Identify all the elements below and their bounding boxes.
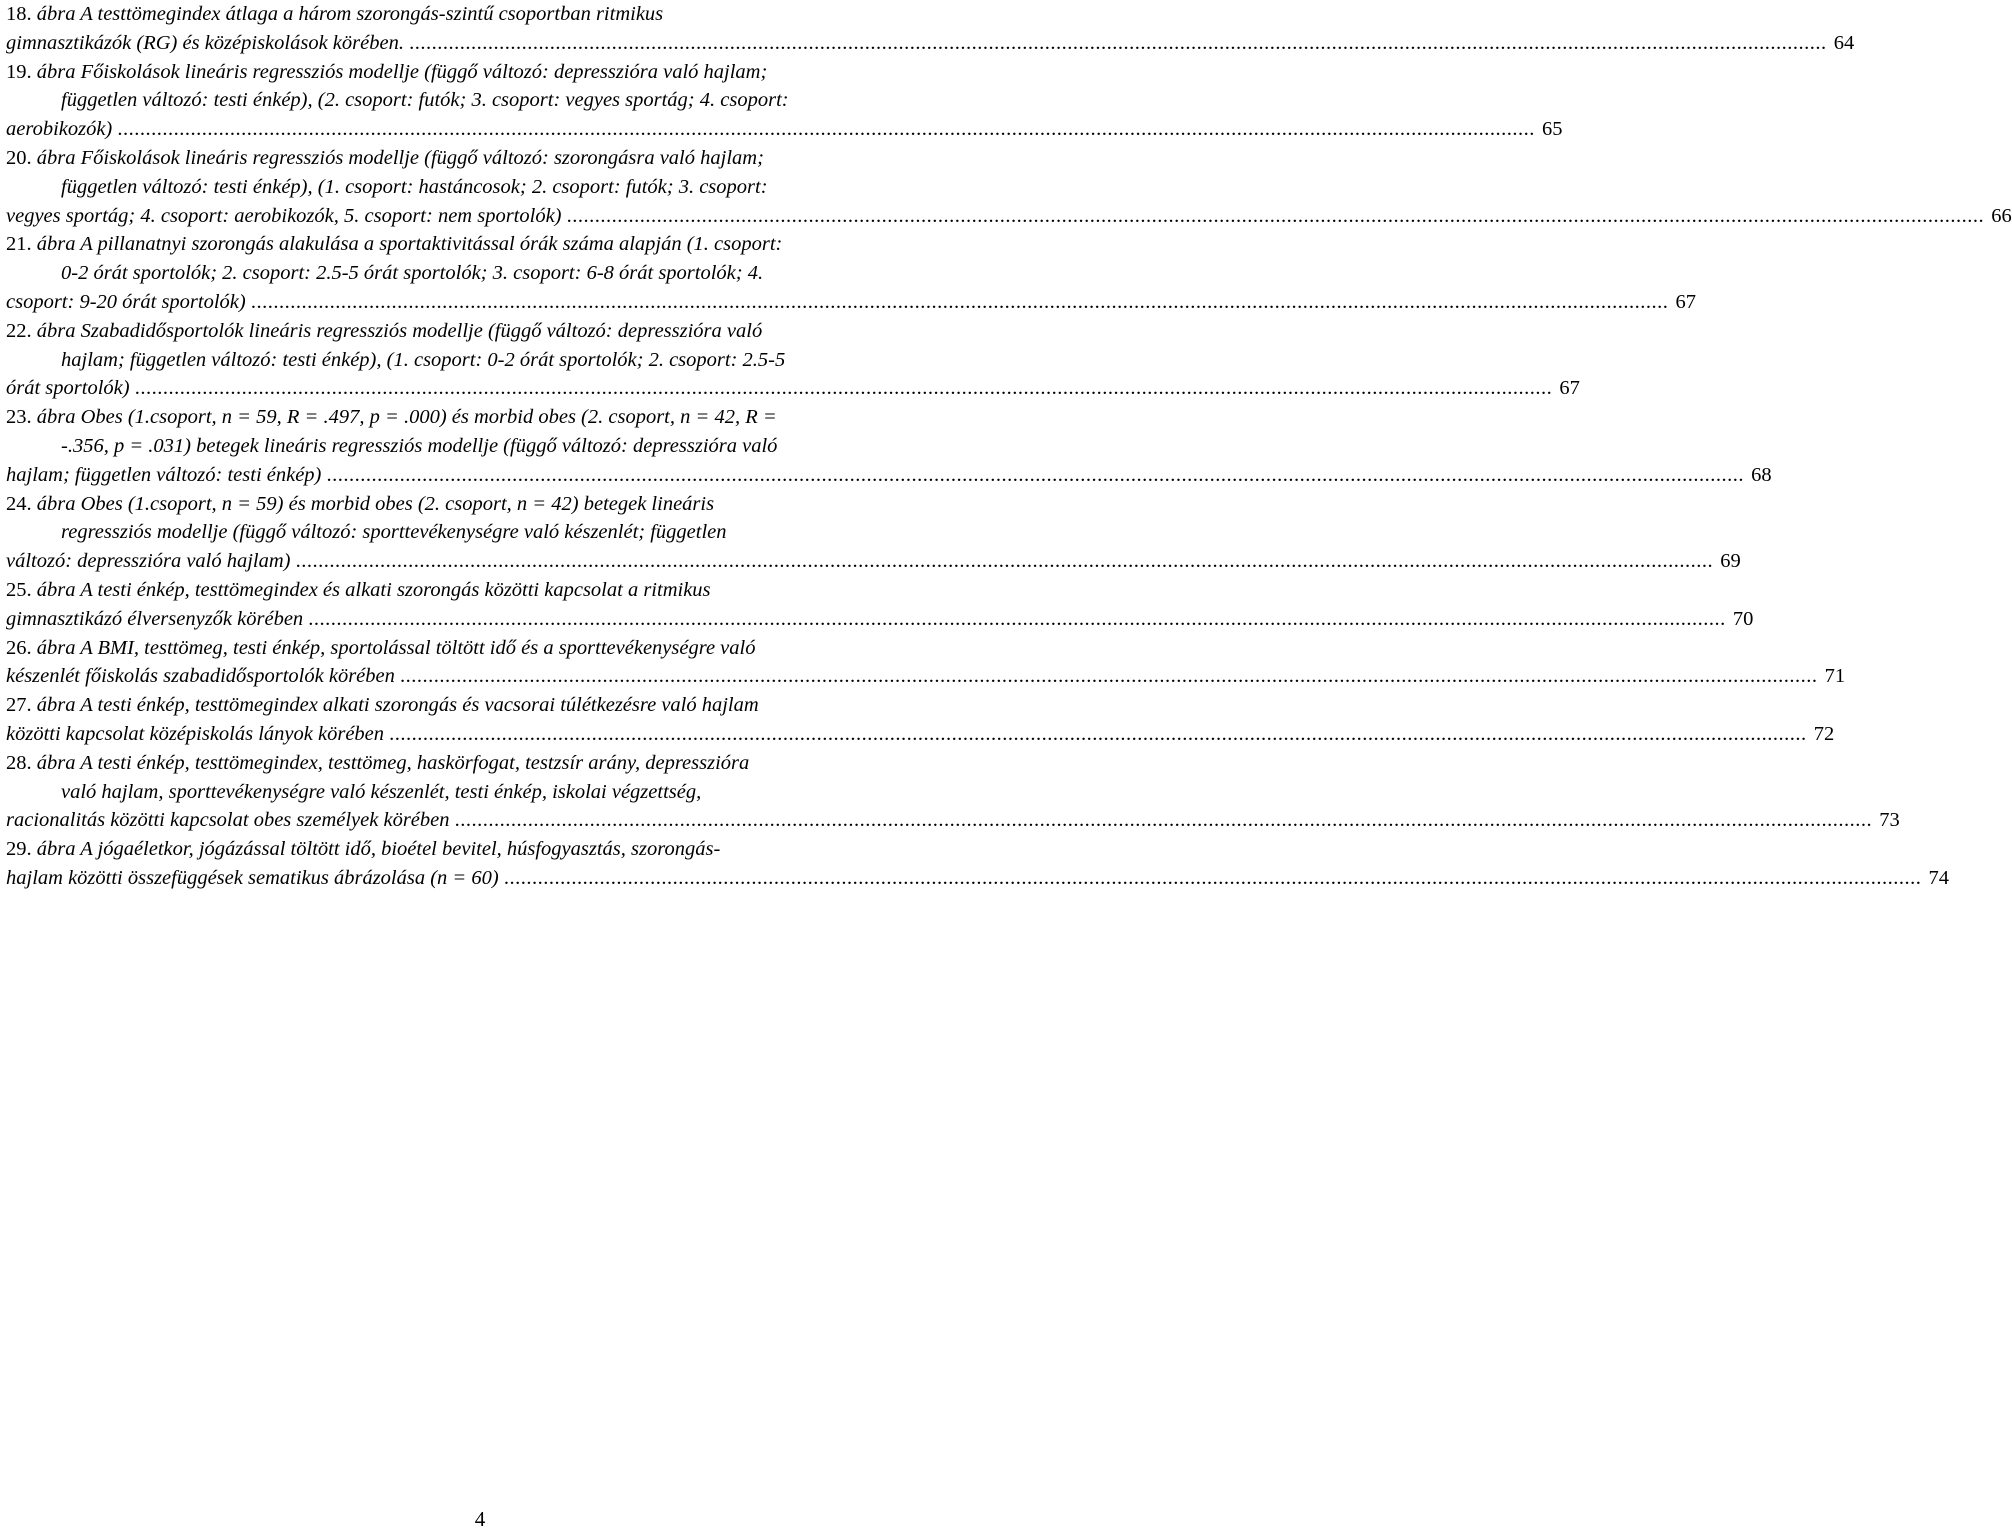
entry-page-number: 74	[1928, 866, 1949, 889]
entry-page-number: 71	[1824, 665, 1846, 688]
dot-leader	[400, 665, 1818, 687]
entry-title-line: ábra Főiskolások lineáris regressziós modellje (függő változó: szorongásra való hajlam;	[36, 146, 764, 169]
entry-title-line: ábra A testtömegindex átlaga a három szorongás-szintű csoportban ritmikus	[36, 3, 664, 25]
entry-title-line: ábra Obes (1.csoport, n = 59) és morbid obes (2. csoport, n = 42) betegek lineáris	[36, 492, 715, 515]
entry-title-last-line: gimnasztikázók (RG) és középiskolások körében.	[6, 31, 410, 54]
entry-title-line: ábra A jógaéletkor, jógázással töltött idő, bioétel bevitel, húsfogyasztás, szorongás-	[36, 838, 721, 861]
entry-title-line: való hajlam, sporttevékenységre való készenlét, testi énkép, iskolai végzettség,	[61, 780, 702, 803]
dot-leader	[567, 205, 1985, 227]
toc-entry-26[interactable]	[6, 634, 1846, 692]
entry-title-last-line: vegyes sportág; 4. csoport: aerobikozók, 5. csoport: nem sportolók)	[6, 204, 562, 227]
toc-entry-20[interactable]	[6, 144, 2012, 230]
entry-number: 21.	[6, 233, 32, 256]
entry-number: 26.	[6, 636, 32, 659]
entry-title-line: független változó: testi énkép), (1. csoport: hastáncosok; 2. csoport: futók; 3. csoport:	[61, 175, 768, 198]
entry-number: 27.	[6, 694, 32, 717]
entry-page-number: 66	[1991, 204, 2012, 227]
dot-leader	[504, 867, 1922, 889]
dot-leader	[409, 32, 1827, 54]
entry-number: 20.	[6, 146, 32, 169]
entry-title-last-line: hajlam közötti összefüggések sematikus ábrázolása (n = 60)	[6, 866, 499, 889]
dot-leader	[296, 550, 1714, 572]
toc-entry-24[interactable]	[6, 490, 1741, 576]
entry-title-line: hajlam; független változó: testi énkép), (1. csoport: 0-2 órát sportolók; 2. csoport: 2.5-5	[61, 348, 786, 371]
entry-title-last-line: gimnasztikázó élversenyzők körében	[6, 607, 309, 630]
entry-page-number: 70	[1732, 607, 1754, 630]
entry-page-number: 67	[1559, 377, 1580, 400]
entry-number: 19.	[6, 60, 32, 83]
dot-leader	[327, 464, 1745, 486]
list-of-figures	[6, 0, 2012, 893]
dot-leader	[117, 118, 1535, 140]
entry-title-last-line: közötti kapcsolat középiskolás lányok körében	[6, 722, 390, 745]
page-number: 4	[474, 1507, 486, 1531]
entry-number: 22.	[6, 319, 32, 342]
entry-number: 23.	[6, 406, 32, 429]
toc-entry-19[interactable]	[6, 58, 1563, 144]
entry-title-last-line: változó: depresszióra való hajlam)	[6, 550, 296, 573]
entry-page-number: 68	[1751, 463, 1772, 486]
dot-leader	[389, 723, 1807, 745]
entry-title-line: -.356, p = .031) betegek lineáris regressziós modellje (függő változó: depresszióra való	[61, 434, 778, 457]
entry-title-line: ábra Obes (1.csoport, n = 59, R = .497, p = .000) és morbid obes (2. csoport, n = 42, R =	[36, 406, 777, 429]
entry-page-number: 65	[1542, 118, 1563, 141]
entry-title-last-line: csoport: 9-20 órát sportolók)	[6, 290, 246, 313]
toc-entry-28[interactable]	[6, 749, 1900, 835]
entry-page-number: 69	[1720, 550, 1741, 573]
toc-entry-29[interactable]	[6, 835, 1949, 893]
entry-title-line: ábra A testi énkép, testtömegindex alkati szorongás és vacsorai túlétkezésre való hajlam	[36, 694, 759, 717]
dot-leader	[251, 291, 1669, 313]
entry-title-last-line: órát sportolók)	[6, 377, 130, 400]
toc-entry-18[interactable]	[6, 0, 1855, 58]
entry-page-number: 64	[1833, 31, 1855, 54]
entry-title-line: ábra A BMI, testtömeg, testi énkép, sportolással töltött idő és a sporttevékenységre való	[36, 636, 756, 659]
entry-page-number: 73	[1879, 809, 1900, 832]
dot-leader	[308, 608, 1726, 630]
entry-page-number: 67	[1675, 290, 1696, 313]
entry-title-last-line: racionalitás közötti kapcsolat obes személyek körében	[6, 809, 455, 832]
entry-title-last-line: készenlét főiskolás szabadidősportolók körében	[6, 665, 401, 688]
toc-entry-22[interactable]	[6, 317, 1580, 403]
entry-title-line: független változó: testi énkép), (2. csoport: futók; 3. csoport: vegyes sportág; 4. csoport:	[61, 89, 789, 112]
toc-entry-27[interactable]	[6, 691, 1835, 749]
entry-title-last-line: hajlam; független változó: testi énkép)	[6, 463, 327, 486]
entry-title-line: ábra Főiskolások lineáris regressziós modellje (függő változó: depresszióra való hajlam;	[36, 60, 768, 83]
toc-entry-25[interactable]	[6, 576, 1754, 634]
entry-number: 24.	[6, 492, 32, 515]
entry-title-line: regressziós modellje (függő változó: sporttevékenységre való készenlét; független	[61, 521, 727, 544]
entry-title-line: ábra A testi énkép, testtömegindex, testtömeg, haskörfogat, testzsír arány, depresszióra	[36, 751, 750, 774]
entry-title-line: ábra Szabadidősportolók lineáris regressziós modellje (függő változó: depresszióra való	[36, 319, 763, 342]
entry-title-last-line: aerobikozók)	[6, 118, 113, 141]
dot-leader	[135, 377, 1553, 399]
entry-number: 28.	[6, 751, 32, 774]
entry-page-number: 72	[1813, 722, 1835, 745]
toc-entry-23[interactable]	[6, 403, 1772, 489]
toc-entry-21[interactable]	[6, 230, 1696, 316]
entry-number: 29.	[6, 838, 32, 861]
entry-title-line: ábra A testi énkép, testtömegindex és alkati szorongás közötti kapcsolat a ritmikus	[36, 578, 711, 601]
entry-title-line: 0-2 órát sportolók; 2. csoport: 2.5-5 órát sportolók; 3. csoport: 6-8 órát sportolók; 4.	[61, 262, 764, 285]
entry-number: 18.	[6, 3, 32, 25]
entry-title-line: ábra A pillanatnyi szorongás alakulása a sportaktivitással órák száma alapján (1. csoport:	[36, 233, 783, 256]
dot-leader	[455, 809, 1873, 831]
entry-number: 25.	[6, 578, 32, 601]
